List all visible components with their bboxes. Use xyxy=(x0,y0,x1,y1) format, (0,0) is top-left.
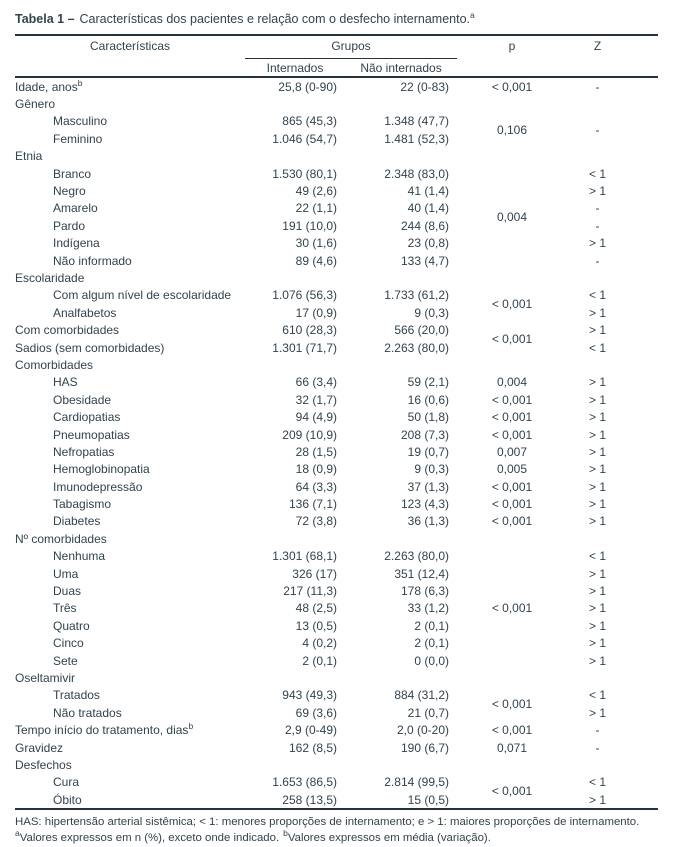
cell-z-value: < 1 xyxy=(589,549,607,564)
cell-internados xyxy=(245,530,345,547)
cell-nao-internados: 19 (0,7) xyxy=(407,444,450,459)
cell-z-value: - xyxy=(595,740,600,755)
cell-nao-internados: 884 (31,2) xyxy=(394,688,450,703)
cell-internados: 2 (0,1) xyxy=(302,653,337,668)
cell-p-value xyxy=(457,530,567,547)
cell-z-value xyxy=(567,356,658,373)
cell-p-value xyxy=(457,148,567,165)
cell-p-value: 0,004 xyxy=(497,375,528,390)
cell-internados xyxy=(245,356,345,373)
cell-nao-internados: 37 (1,3) xyxy=(407,479,450,494)
cell-p-value: 0,071 xyxy=(497,740,528,755)
cell-p-value: < 0,001 xyxy=(491,784,533,799)
cell-internados: 22 (1,1) xyxy=(295,201,337,216)
cell-internados: 30 (1,6) xyxy=(295,236,337,251)
cell-nao-internados: 2 (0,1) xyxy=(414,618,450,633)
cell-nao-internados: 15 (0,5) xyxy=(407,792,450,807)
cell-internados: 191 (10,0) xyxy=(282,218,337,233)
cell-internados: 610 (28,3) xyxy=(282,323,337,338)
cell-p-value: < 0,001 xyxy=(491,427,533,442)
cell-internados: 94 (4,9) xyxy=(295,410,337,425)
cell-internados: 162 (8,5) xyxy=(288,740,337,755)
row-label: Sete xyxy=(53,653,78,668)
row-label: Feminino xyxy=(53,131,103,146)
cell-internados: 326 (17) xyxy=(292,566,337,581)
row-label: Tabagismo xyxy=(53,497,112,512)
table-row xyxy=(15,113,658,130)
cell-z-value: - xyxy=(595,723,600,738)
cell-nao-internados: 33 (1,2) xyxy=(407,601,450,616)
cell-z-value: > 1 xyxy=(589,653,607,668)
header-row-groups xyxy=(15,35,658,59)
cell-p-value: < 0,001 xyxy=(457,77,567,95)
cell-z-value xyxy=(567,669,658,686)
cell-nao-internados: 178 (6,3) xyxy=(400,584,450,599)
row-label: Cardiopatias xyxy=(53,410,121,425)
cell-z-value: > 1 xyxy=(589,410,607,425)
row-label: Sadios (sem comorbidades) xyxy=(15,340,165,355)
footnote-abbreviations: HAS: hipertensão arterial sistêmica; < 1: menores proporções de internamento; e > 1: maiores proporções de internamento. xyxy=(15,816,640,829)
table-row xyxy=(15,513,658,530)
cell-z-value: > 1 xyxy=(589,601,607,616)
row-label: Cura xyxy=(53,775,80,790)
cell-p-value xyxy=(457,756,567,773)
table-title-label: Tabela 1 – xyxy=(15,12,75,26)
cell-internados xyxy=(245,756,345,773)
cell-internados: 2,9 (0-49) xyxy=(284,723,337,738)
cell-nao-internados xyxy=(345,95,457,112)
cell-z-value: > 1 xyxy=(589,392,607,407)
row-label: Cinco xyxy=(53,636,84,651)
cell-p-value: 0,005 xyxy=(497,462,528,477)
cell-p-value xyxy=(457,669,567,686)
cell-internados: 89 (4,6) xyxy=(295,253,337,268)
row-label: Tempo início do tratamento, dias$^b$ xyxy=(15,721,194,738)
cell-internados: 48 (2,5) xyxy=(295,601,337,616)
table-title xyxy=(15,9,658,34)
cell-p-value: < 0,001 xyxy=(491,601,533,616)
cell-nao-internados: 9 (0,3) xyxy=(414,305,450,320)
section-row xyxy=(15,669,658,686)
cell-internados: 66 (3,4) xyxy=(295,375,337,390)
cell-z-value xyxy=(567,95,658,112)
row-label: Pneumopatias xyxy=(53,427,130,442)
cell-z-value: > 1 xyxy=(589,444,607,459)
footnote-marker: b xyxy=(188,721,194,732)
row-label: Analfabetos xyxy=(53,305,117,320)
cell-nao-internados: 1.481 (52,3) xyxy=(384,131,450,146)
row-label: Comorbidades xyxy=(15,357,94,372)
cell-z-value: - xyxy=(567,77,658,95)
row-label: Idade, anos$^b$ xyxy=(15,77,245,95)
row-label: Não informado xyxy=(53,253,132,268)
cell-internados: 1.301 (68,1) xyxy=(272,549,337,564)
table-body xyxy=(15,77,658,809)
footnote-b-text: Valores expressos em média (variação). xyxy=(287,832,491,845)
cell-nao-internados: 22 (0-83) xyxy=(345,77,457,95)
characteristics-table xyxy=(15,34,658,810)
footnote-markers-line xyxy=(15,830,658,846)
cell-z-value: > 1 xyxy=(589,305,607,320)
cell-internados: 217 (11,3) xyxy=(283,584,337,599)
cell-z-value: > 1 xyxy=(589,792,607,807)
cell-z-value: - xyxy=(595,253,600,268)
col-header-p: p xyxy=(508,39,516,53)
cell-z-value: - xyxy=(595,123,600,138)
cell-p-value: < 0,001 xyxy=(491,297,533,312)
table-row xyxy=(15,721,658,738)
cell-z-value: > 1 xyxy=(589,462,607,477)
row-label: Nefropatias xyxy=(53,444,115,459)
cell-internados xyxy=(245,148,345,165)
row-label: HAS xyxy=(53,375,78,390)
cell-internados: 4 (0,2) xyxy=(302,636,337,651)
section-row xyxy=(15,148,658,165)
cell-p-value: < 0,001 xyxy=(491,392,533,407)
row-label: Amarelo xyxy=(53,201,98,216)
cell-internados: 13 (0,5) xyxy=(295,618,337,633)
row-label: Desfechos xyxy=(15,757,72,772)
cell-z-value: - xyxy=(595,201,600,216)
cell-nao-internados: 2.263 (80,0) xyxy=(384,340,450,355)
row-label: Escolaridade xyxy=(15,270,85,285)
table-title-footnote-marker: a xyxy=(470,9,475,20)
cell-nao-internados: 0 (0,0) xyxy=(414,653,450,668)
table-row xyxy=(15,321,658,338)
row-label: Masculino xyxy=(53,114,108,129)
cell-z-value: < 1 xyxy=(589,166,607,181)
cell-z-value: > 1 xyxy=(589,236,607,251)
cell-internados: 64 (3,3) xyxy=(295,479,337,494)
row-label: Com algum nível de escolaridade xyxy=(53,288,232,303)
cell-nao-internados: 2.814 (99,5) xyxy=(384,775,450,790)
row-label: Gravidez xyxy=(15,740,64,755)
table-row xyxy=(15,426,658,443)
cell-z-value: > 1 xyxy=(589,514,607,529)
cell-nao-internados: 36 (1,3) xyxy=(407,514,450,529)
row-label: Tratados xyxy=(53,688,100,703)
footnote-a-text: Valores expressos em n (%), exceto onde indicado. xyxy=(19,832,280,845)
table-row xyxy=(15,687,658,704)
cell-z-value: > 1 xyxy=(589,636,607,651)
table-row xyxy=(15,739,658,756)
section-row xyxy=(15,269,658,286)
cell-z-value: < 1 xyxy=(589,340,607,355)
table-header xyxy=(15,35,658,77)
cell-internados: 136 (7,1) xyxy=(288,497,337,512)
cell-nao-internados xyxy=(345,356,457,373)
cell-p-value: < 0,001 xyxy=(491,410,533,425)
cell-nao-internados: 123 (4,3) xyxy=(400,497,450,512)
cell-internados: 69 (3,6) xyxy=(295,705,337,720)
cell-nao-internados: 351 (12,4) xyxy=(394,566,450,581)
cell-nao-internados: 133 (4,7) xyxy=(400,253,450,268)
table-row xyxy=(15,548,658,565)
table-row xyxy=(15,443,658,460)
cell-p-value xyxy=(457,95,567,112)
cell-p-value: < 0,001 xyxy=(491,497,533,512)
cell-nao-internados: 208 (7,3) xyxy=(400,427,450,442)
cell-internados: 1.301 (71,7) xyxy=(272,340,337,355)
cell-internados: 1.046 (54,7) xyxy=(272,131,337,146)
table-row xyxy=(15,391,658,408)
row-label: Com comorbidades xyxy=(15,323,120,338)
cell-z-value: > 1 xyxy=(589,427,607,442)
cell-p-value: 0,004 xyxy=(497,210,528,225)
cell-p-value xyxy=(457,269,567,286)
cell-p-value: < 0,001 xyxy=(491,697,533,712)
cell-z-value: > 1 xyxy=(589,184,607,199)
table-row xyxy=(15,287,658,304)
cell-z-value xyxy=(567,148,658,165)
cell-nao-internados: 40 (1,4) xyxy=(407,201,450,216)
cell-nao-internados: 566 (20,0) xyxy=(394,323,450,338)
cell-nao-internados xyxy=(345,669,457,686)
cell-nao-internados: 2,0 (0-20) xyxy=(396,723,450,738)
cell-z-value: > 1 xyxy=(589,584,607,599)
table-row xyxy=(15,408,658,425)
cell-nao-internados xyxy=(345,269,457,286)
cell-p-value: 0,007 xyxy=(497,444,528,459)
col-header-nao-internados: Não internados xyxy=(360,60,442,75)
cell-internados: 258 (13,5) xyxy=(282,792,337,807)
col-header-z: Z xyxy=(593,39,602,53)
table-row xyxy=(15,77,658,95)
cell-internados: 72 (3,8) xyxy=(295,514,337,529)
cell-nao-internados xyxy=(345,530,457,547)
col-header-internados: Internados xyxy=(266,60,324,75)
row-label: Uma xyxy=(53,566,79,581)
row-label: Negro xyxy=(53,184,86,199)
cell-internados: 943 (49,3) xyxy=(282,688,337,703)
cell-internados: 17 (0,9) xyxy=(295,305,337,320)
cell-z-value: > 1 xyxy=(589,705,607,720)
cell-nao-internados: 190 (6,7) xyxy=(400,740,450,755)
cell-z-value: > 1 xyxy=(589,323,607,338)
cell-internados xyxy=(245,669,345,686)
cell-z-value: > 1 xyxy=(589,618,607,633)
cell-internados: 865 (45,3) xyxy=(282,114,337,129)
section-row xyxy=(15,356,658,373)
row-label: Branco xyxy=(53,166,92,181)
table-row xyxy=(15,495,658,512)
cell-z-value: > 1 xyxy=(589,497,607,512)
cell-nao-internados: 21 (0,7) xyxy=(407,705,450,720)
cell-internados: 28 (1,5) xyxy=(295,444,337,459)
cell-z-value: > 1 xyxy=(589,479,607,494)
cell-p-value: < 0,001 xyxy=(491,723,533,738)
table-row xyxy=(15,165,658,182)
section-row xyxy=(15,95,658,112)
cell-internados: 1.076 (56,3) xyxy=(272,288,337,303)
row-label: Não tratados xyxy=(53,705,122,720)
cell-z-value: < 1 xyxy=(589,688,607,703)
cell-internados: 209 (10,9) xyxy=(282,427,337,442)
cell-internados xyxy=(245,95,345,112)
row-label: Obesidade xyxy=(53,392,112,407)
cell-nao-internados: 1.733 (61,2) xyxy=(384,288,450,303)
cell-z-value: > 1 xyxy=(589,566,607,581)
row-label: Quatro xyxy=(53,618,90,633)
col-header-grupos: Grupos xyxy=(245,35,457,59)
cell-nao-internados: 1.348 (47,7) xyxy=(384,114,450,129)
cell-z-value xyxy=(567,269,658,286)
cell-nao-internados: 16 (0,6) xyxy=(407,392,450,407)
col-header-caracteristicas: Características xyxy=(89,39,171,53)
row-label: Duas xyxy=(53,584,82,599)
cell-internados: 32 (1,7) xyxy=(295,392,337,407)
cell-internados: 25,8 (0-90) xyxy=(245,77,345,95)
section-row xyxy=(15,756,658,773)
cell-nao-internados xyxy=(345,756,457,773)
row-label: Nenhuma xyxy=(53,549,106,564)
cell-p-value: < 0,001 xyxy=(491,514,533,529)
cell-z-value: > 1 xyxy=(589,375,607,390)
cell-p-value: 0,106 xyxy=(497,123,528,138)
row-label: Óbito xyxy=(53,792,82,807)
cell-z-value: < 1 xyxy=(589,288,607,303)
cell-z-value: < 1 xyxy=(589,775,607,790)
cell-internados: 1.653 (86,5) xyxy=(272,775,337,790)
table-row xyxy=(15,478,658,495)
cell-internados: 49 (2,6) xyxy=(295,184,337,199)
cell-nao-internados: 59 (2,1) xyxy=(407,375,450,390)
row-label: Indígena xyxy=(53,236,100,251)
row-label: Nº comorbidades xyxy=(15,531,107,546)
cell-nao-internados: 2.348 (83,0) xyxy=(384,166,450,181)
cell-nao-internados: 41 (1,4) xyxy=(407,184,450,199)
row-label: Pardo xyxy=(53,218,86,233)
cell-z-value: - xyxy=(595,218,600,233)
cell-internados xyxy=(245,269,345,286)
row-label: Hemoglobinopatia xyxy=(53,462,150,477)
cell-nao-internados: 9 (0,3) xyxy=(414,462,450,477)
footnote-a xyxy=(15,828,280,845)
cell-p-value: < 0,001 xyxy=(491,331,533,346)
row-label: Diabetes xyxy=(53,514,101,529)
cell-nao-internados: 2.263 (80,0) xyxy=(384,549,450,564)
cell-z-value xyxy=(567,530,658,547)
footnote-a-marker: a xyxy=(15,828,20,839)
cell-p-value: < 0,001 xyxy=(491,479,533,494)
cell-nao-internados: 2 (0,1) xyxy=(414,636,450,651)
row-label: Etnia xyxy=(15,149,43,164)
table-row xyxy=(15,374,658,391)
row-label: Gênero xyxy=(15,97,56,112)
cell-nao-internados xyxy=(345,148,457,165)
row-label: Oseltamivir xyxy=(15,670,76,685)
cell-p-value xyxy=(457,356,567,373)
table-title-text: Características dos pacientes e relação com o desfecho internamento. xyxy=(79,12,471,26)
table-row xyxy=(15,461,658,478)
cell-internados: 1.530 (80,1) xyxy=(272,166,337,181)
cell-nao-internados: 50 (1,8) xyxy=(407,410,450,425)
row-label: Três xyxy=(53,601,77,616)
cell-internados: 18 (0,9) xyxy=(295,462,337,477)
cell-nao-internados: 23 (0,8) xyxy=(407,236,450,251)
footnote-b xyxy=(283,828,491,845)
table-footnotes xyxy=(15,810,658,846)
row-label: Imunodepressão xyxy=(53,479,143,494)
footnote-marker: b xyxy=(77,77,83,88)
cell-z-value xyxy=(567,756,658,773)
section-row xyxy=(15,530,658,547)
cell-nao-internados: 244 (8,6) xyxy=(400,218,450,233)
table-row xyxy=(15,774,658,791)
footnote-b-marker: b xyxy=(283,828,288,839)
